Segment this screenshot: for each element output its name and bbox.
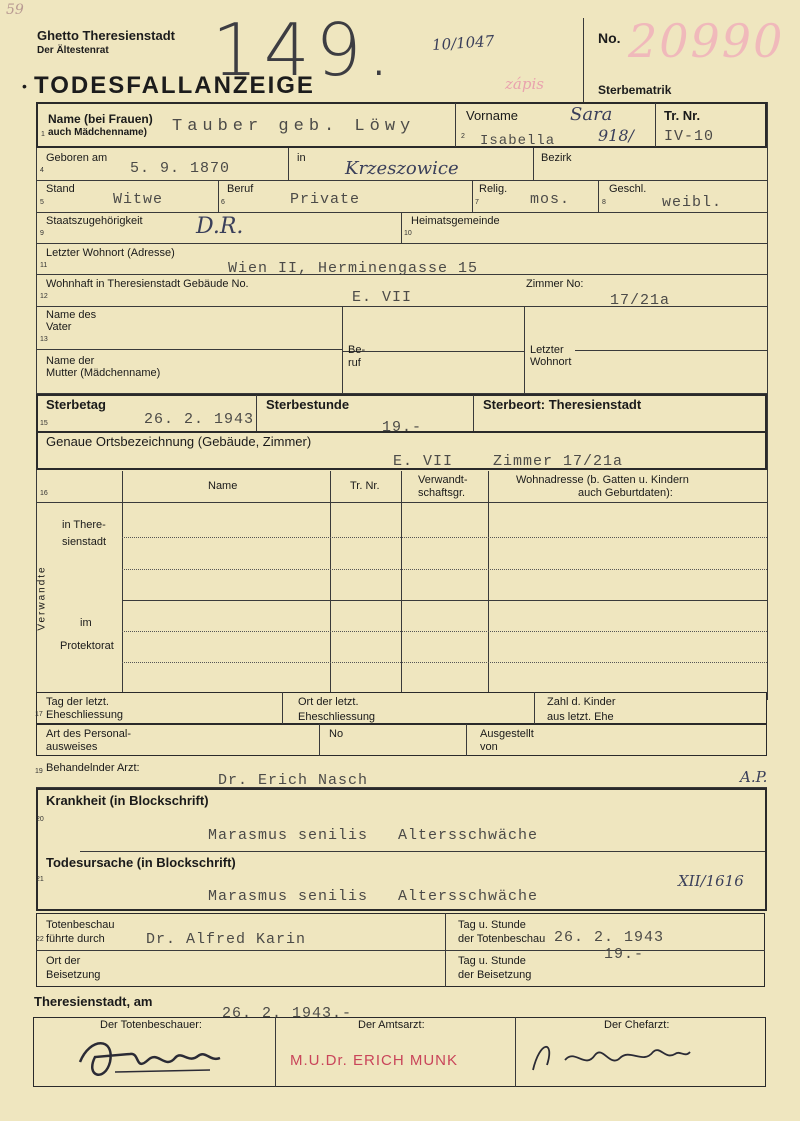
sterbestunde-value: 19.- xyxy=(382,419,423,436)
letzter-wohnort-label-2: Wohnort xyxy=(530,356,572,368)
ort-beisetzung-label-2: Beisetzung xyxy=(46,969,101,981)
mutter-label: Name der xyxy=(46,355,95,367)
wohnhaft-label: Wohnhaft in Theresienstadt Gebäude No. xyxy=(46,278,249,290)
no-value: 20990 xyxy=(628,14,785,68)
arzt-margin-note: A.P. xyxy=(740,768,768,786)
marriage-row xyxy=(36,692,767,724)
tag-ehe-label: Tag der letzt. xyxy=(46,696,109,708)
rel-in-there-2: sienstadt xyxy=(62,536,107,548)
rel-trnr-header: Tr. Nr. xyxy=(350,480,380,492)
geschl-label: Geschl. xyxy=(609,183,647,195)
chefarzt-label: Der Chefarzt: xyxy=(604,1019,670,1031)
vater-label: Name des xyxy=(46,309,97,321)
chefarzt-signature xyxy=(525,1030,695,1080)
tag-totenbeschau-label: Tag u. Stunde xyxy=(458,919,526,931)
vorname-hand: Sara xyxy=(570,104,613,125)
vorname-label: Vorname xyxy=(466,108,519,123)
beruf-value: Private xyxy=(290,191,361,208)
in-value: Krzeszowice xyxy=(345,158,459,179)
beruf-label: Beruf xyxy=(227,183,254,195)
org-line-1: Ghetto Theresienstadt xyxy=(37,28,175,43)
page-number: 59 xyxy=(6,2,24,18)
parent-beruf-label: Be- xyxy=(348,344,366,356)
sterbestunde-label: Sterbestunde xyxy=(266,397,350,412)
big-hand-number: 149. xyxy=(212,8,397,92)
mutter-label-2: Mutter (Mädchenname) xyxy=(46,367,161,379)
footer-place-label: Theresienstadt, am xyxy=(34,994,153,1009)
vater-label-2: Vater xyxy=(46,321,72,333)
rel-im: im xyxy=(80,617,92,629)
footer-date: 26. 2. 1943.- xyxy=(222,1005,353,1022)
ort-beisetzung-label: Ort der xyxy=(46,955,81,967)
todesursache-value: Marasmus senilis Altersschwäche xyxy=(208,888,539,905)
rel-protektorat: Protektorat xyxy=(60,640,114,652)
form-title: TODESFALLANZEIGE xyxy=(34,72,315,99)
rel-in-there: in There- xyxy=(62,519,106,531)
tag-totenbeschau-value: 26. 2. 1943 xyxy=(554,929,665,946)
name-label: Name (bei Frauen) xyxy=(48,112,153,126)
totenbeschau-label: Totenbeschau xyxy=(46,919,115,931)
rel-verw-header-2: schaftsgr. xyxy=(418,487,466,499)
heimat-label: Heimatsgemeinde xyxy=(411,215,500,227)
ausweis-label-2: ausweises xyxy=(46,741,98,753)
wohnhaft-value: E. VII xyxy=(352,289,413,306)
cause-margin-note: XII/1616 xyxy=(678,872,744,890)
sterbetag-value: 26. 2. 1943 xyxy=(144,411,255,428)
totenbeschauer-label: Der Totenbeschauer: xyxy=(100,1019,202,1031)
ort-ehe-label: Ort der letzt. xyxy=(298,696,359,708)
tr-nr-value: IV-10 xyxy=(664,128,715,145)
genaue-label: Genaue Ortsbezeichnung (Gebäude, Zimmer) xyxy=(46,434,312,449)
bezirk-label: Bezirk xyxy=(541,152,572,164)
arzt-label: Behandelnder Arzt: xyxy=(46,762,140,774)
genaue-value: E. VII Zimmer 17/21a xyxy=(393,453,624,470)
krankheit-label: Krankheit (in Blockschrift) xyxy=(46,793,209,808)
letzter-wohnort-label: Letzter xyxy=(530,344,564,356)
death-notice-page: 59 Ghetto Theresienstadt Der Ältestenrat TODESFALLANZEIGE • 149. 10/1047 zápis No. 20990 Sterbematrik Name (bei Frauen) auch Mädchenname) 1 Tauber geb. Löwy Vorname 2 Sara Isabella 918/ Tr. Nr. IV-10 Geboren am 4 5. 9. 1870 in Krzeszowice Bezirk Stand 5 Witwe Beruf 6 Private Relig. 7 mos. Geschl. 8 weibl. Staatszugehörigkeit 9 D.R. Heimatsgemeinde 10 Letzter Wohnort (Adresse) 11 Wien II, Herminengasse 15 Wohnhaft in Theresienstadt Gebäude No. 12 E. VII Zimmer No: 17/21a Name des Vater 13 Be- ruf Name der Mutter (Mädchenname) Letzter Wohnort Sterbetag 15 26. 2. 1943 Sterbestunde 19.- Sterbeort: Theresienstadt Genaue Ortsbezeichnung (Gebäude, Zimmer) E. VII Zimmer 17/21a 16 Name Tr. Nr. Verwandt- schaftsgr. Wohnadresse (b. Gatten u. Kindern auch Geburtdaten): Verwandte in There- sienstadt im Protektorat Tag der letzt. Eheschliessung 17 Ort der letzt. Eheschliessung Zahl d. Kinder aus letzt. Ehe Art des Personal- ausweises No Ausgestellt von Behandelnder Arzt: 19 Dr. Erich Nasch A.P. Krankheit (in Blockschrift) 20 Marasmus senilis Altersschwäche Todesursache (in Blockschrift) 21 Marasmus senilis Altersschwäche XII/1616 Totenbeschau führte durch 22 Dr. Alfred Karin Tag u. Stunde der Totenbeschau 26. 2. 1943 Ort der Beisetzung Tag u. Stunde der Beisetzung 19.- Theresienstadt, am 26. 2. 1943.- Der Totenbeschauer: Der Amtsarzt: Der Chefarzt: M.U.Dr. ERICH MUNK xyxy=(0,0,800,1121)
zimmer-value: 17/21a xyxy=(610,292,671,309)
parent-beruf-label-2: ruf xyxy=(348,357,361,369)
rel-verw-header: Verwandt- xyxy=(418,474,468,486)
red-note: zápis xyxy=(505,75,544,93)
sterbematrik-label: Sterbematrik xyxy=(598,83,672,97)
tag-beisetzung-label-2: der Beisetzung xyxy=(458,969,532,981)
arzt-value: Dr. Erich Nasch xyxy=(218,772,369,789)
tag-ehe-label-2: Eheschliessung xyxy=(46,709,124,721)
ausgestellt-label-2: von xyxy=(480,741,498,753)
ausweis-no-label: No xyxy=(329,728,344,740)
tag-beisetzung-value: 19.- xyxy=(604,946,645,963)
stand-label: Stand xyxy=(46,183,75,195)
tag-beisetzung-label: Tag u. Stunde xyxy=(458,955,526,967)
name-value: Tauber geb. Löwy xyxy=(172,117,416,136)
stand-value: Witwe xyxy=(113,191,164,208)
sterbeort-label: Sterbeort: Theresienstadt xyxy=(483,397,642,412)
totenbeschauer-signature xyxy=(70,1022,230,1092)
staats-label: Staatszugehörigkeit xyxy=(46,215,143,227)
amtsarzt-label: Der Amtsarzt: xyxy=(358,1019,425,1031)
relig-value: mos. xyxy=(530,191,571,208)
geschl-value: weibl. xyxy=(662,194,723,211)
krankheit-value: Marasmus senilis Altersschwäche xyxy=(208,827,539,844)
totenbeschau-value: Dr. Alfred Karin xyxy=(146,931,307,948)
rel-side-label: Verwandte xyxy=(36,565,48,631)
geboren-value: 5. 9. 1870 xyxy=(130,160,231,177)
rel-wohn-header: Wohnadresse (b. Gatten u. Kindern xyxy=(516,474,689,486)
name-label-2: auch Mädchenname) xyxy=(48,127,147,138)
ort-ehe-label-2: Eheschliessung xyxy=(298,711,376,723)
zahl-kinder-label-2: aus letzt. Ehe xyxy=(547,711,614,723)
in-label: in xyxy=(297,152,306,164)
tr-hand: 918/ xyxy=(598,126,634,145)
amtsarzt-stamp: M.U.Dr. ERICH MUNK xyxy=(290,1052,458,1069)
no-label: No. xyxy=(598,30,621,46)
vorname-value: Isabella xyxy=(480,133,556,149)
arrow-mark: • xyxy=(22,78,27,94)
ausweis-label: Art des Personal- xyxy=(46,728,131,740)
zimmer-label: Zimmer No: xyxy=(526,278,584,290)
staats-value: D.R. xyxy=(196,214,244,239)
wohnort-label: Letzter Wohnort (Adresse) xyxy=(46,247,175,259)
ref-note: 10/1047 xyxy=(431,31,495,55)
totenbeschau-label-2: führte durch xyxy=(46,933,105,945)
rel-wohn-header-2: auch Geburtdaten): xyxy=(578,487,673,499)
geboren-label: Geboren am xyxy=(46,152,108,164)
zahl-kinder-label: Zahl d. Kinder xyxy=(547,696,616,708)
tag-totenbeschau-label-2: der Totenbeschau xyxy=(458,933,546,945)
ausgestellt-label: Ausgestellt xyxy=(480,728,534,740)
org-line-2: Der Ältestenrat xyxy=(37,45,109,56)
id-row xyxy=(36,724,767,756)
tr-nr-label: Tr. Nr. xyxy=(664,108,701,123)
wohnort-value: Wien II, Herminengasse 15 xyxy=(228,260,479,277)
todesursache-label: Todesursache (in Blockschrift) xyxy=(46,855,236,870)
rel-name-header: Name xyxy=(208,480,238,492)
relig-label: Relig. xyxy=(479,183,508,195)
sterbetag-label: Sterbetag xyxy=(46,397,106,412)
